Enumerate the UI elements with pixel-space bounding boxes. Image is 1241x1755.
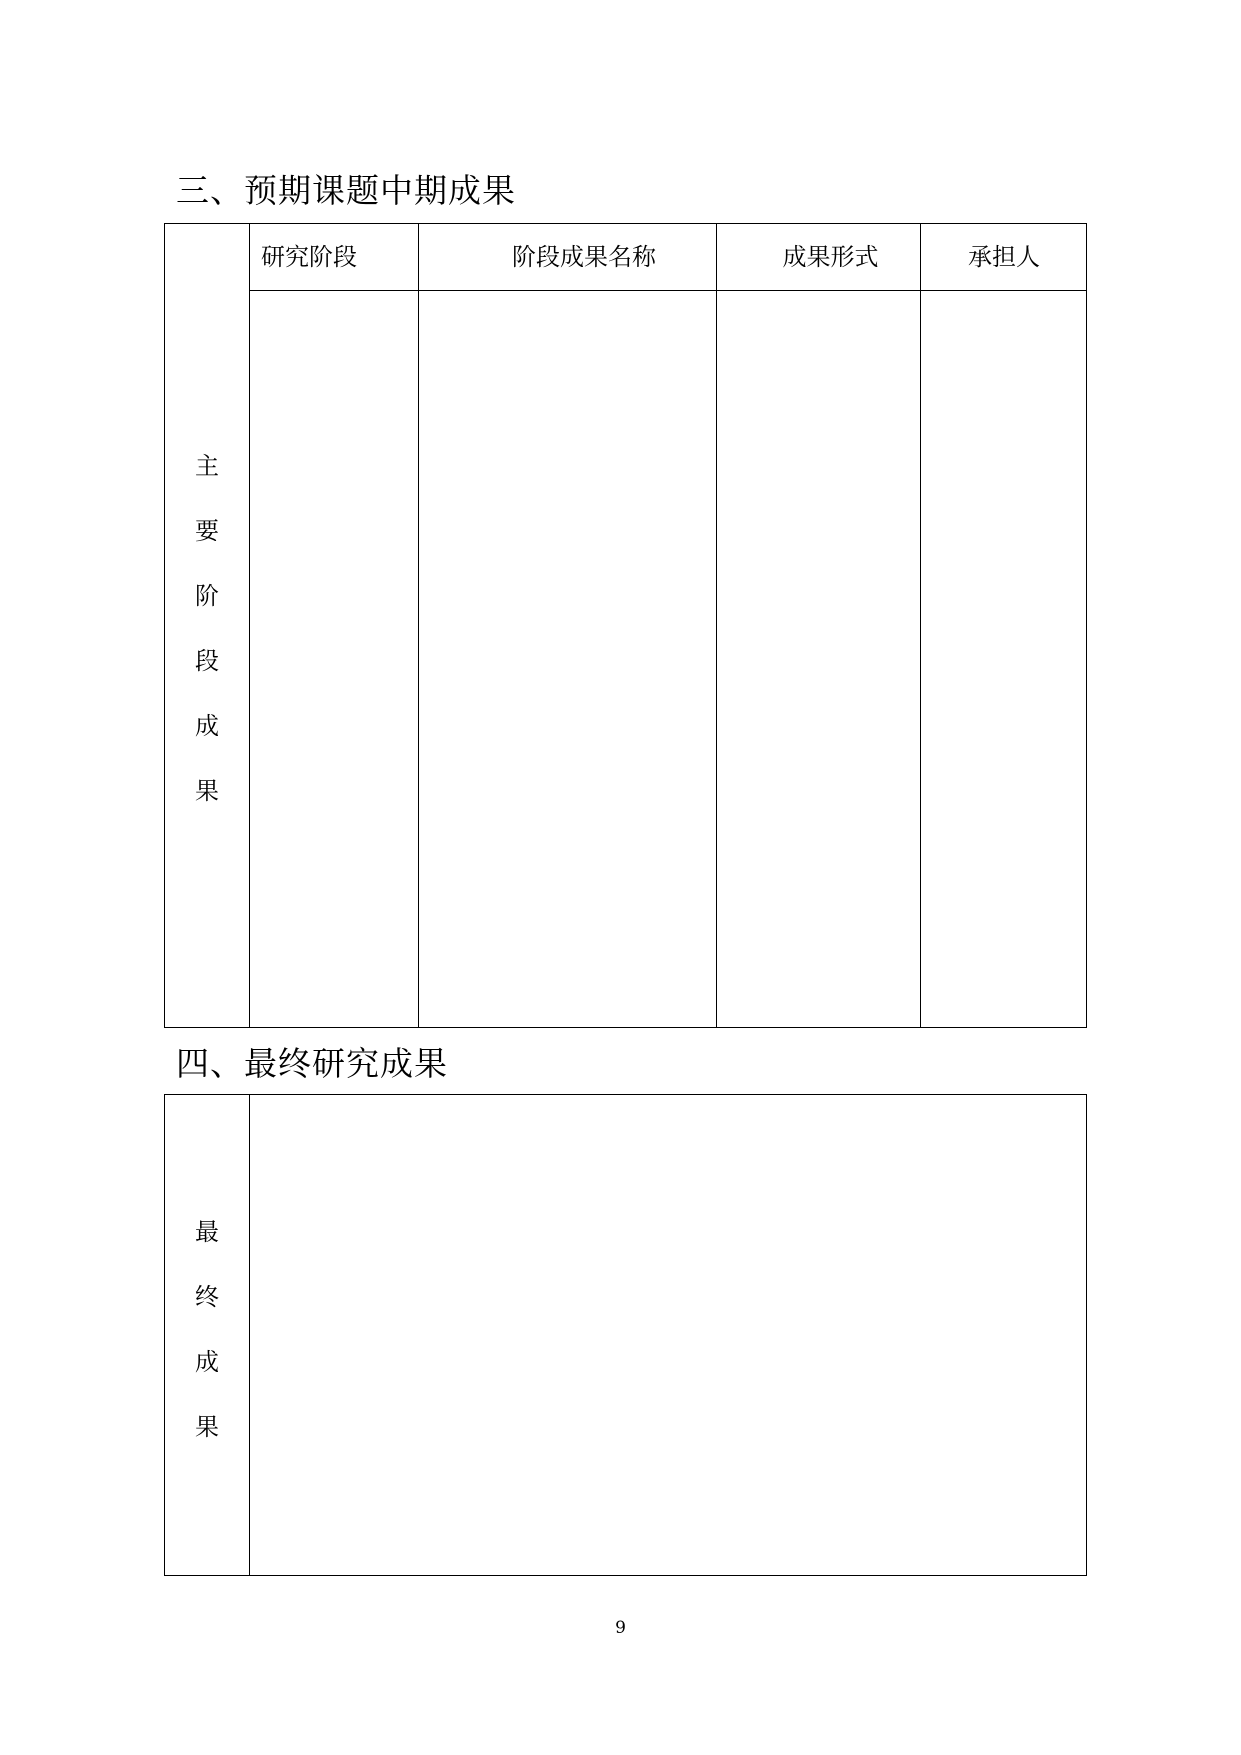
table-divider	[249, 224, 250, 1027]
column-header-result-form: 成果形式	[782, 243, 879, 271]
header-divider	[249, 290, 1086, 291]
final-results-table	[164, 1094, 1087, 1576]
table-divider	[249, 1095, 250, 1575]
column-header-responsible-person: 承担人	[968, 243, 1040, 271]
side-label-char: 终	[195, 1283, 219, 1311]
side-label-char: 果	[195, 777, 219, 805]
side-label-final-results	[165, 1217, 249, 1477]
column-header-research-stage: 研究阶段	[261, 243, 357, 271]
section-3-heading: 三、预期课题中期成果	[176, 171, 516, 210]
table-divider	[920, 224, 921, 1027]
side-label-char: 成	[195, 1348, 219, 1376]
side-label-char: 最	[195, 1218, 219, 1246]
side-label-char: 成	[195, 712, 219, 740]
table-divider	[418, 224, 419, 1027]
side-label-char: 阶	[195, 582, 219, 610]
column-header-stage-result-name: 阶段成果名称	[512, 243, 656, 271]
table-divider	[716, 224, 717, 1027]
side-label-main-stage-results	[165, 451, 249, 841]
page-number: 9	[615, 1618, 626, 1638]
section-4-heading: 四、最终研究成果	[176, 1044, 448, 1083]
side-label-char: 要	[195, 517, 219, 545]
side-label-char: 主	[195, 452, 219, 480]
interim-results-table	[164, 223, 1087, 1028]
side-label-char: 段	[195, 647, 219, 675]
side-label-char: 果	[195, 1413, 219, 1441]
